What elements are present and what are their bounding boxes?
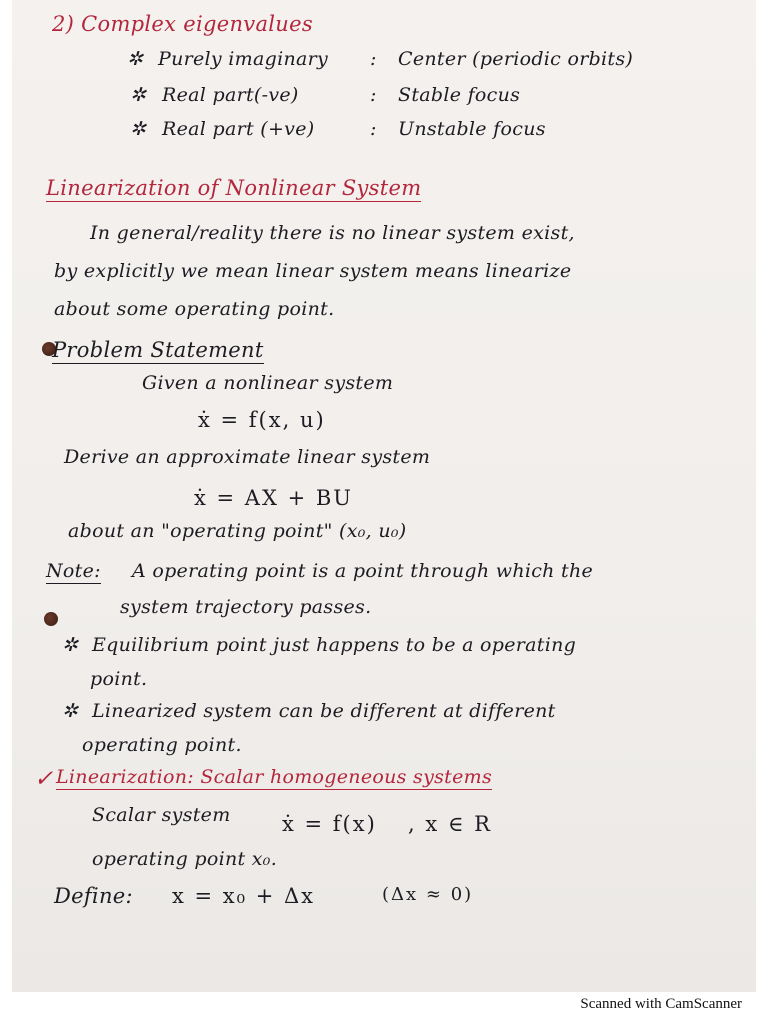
eigen-item-2-bullet: ✲ (130, 84, 147, 106)
eigen-item-1-sep: : (370, 48, 377, 70)
derive-line: Derive an approximate linear system (64, 446, 431, 468)
eigen-item-1-text: Purely imaginary (158, 48, 329, 70)
margin-hole-dot-2 (44, 612, 58, 626)
eigen-item-3-bullet: ✲ (130, 118, 147, 140)
scalar-linearization-heading: Linearization: Scalar homogeneous systems (56, 766, 493, 788)
scalar-system-domain: , x ∈ R (408, 812, 492, 836)
define-equation: x = x₀ + Δx (172, 884, 316, 908)
camscanner-watermark: Scanned with CamScanner (580, 996, 742, 1012)
note-item-2-line-1: Linearized system can be different at different (92, 700, 556, 722)
note-item-1-bullet: ✲ (62, 634, 79, 656)
note-item-1-line-2: point. (90, 668, 148, 690)
nonlinear-equation: ẋ = f(x, u) (198, 408, 326, 432)
note-line-1: A operating point is a point through which the (132, 560, 594, 582)
linearization-heading: Linearization of Nonlinear System (46, 176, 422, 200)
intro-line-3: about some operating point. (54, 298, 335, 320)
note-item-2-bullet: ✲ (62, 700, 79, 722)
define-label: Define: (54, 884, 133, 908)
eigen-item-2-sep: : (370, 84, 377, 106)
intro-line-1: In general/reality there is no linear system exist, (90, 222, 575, 244)
note-line-2: system trajectory passes. (120, 596, 372, 618)
eigen-item-3-text: Real part (+ve) (162, 118, 315, 140)
scalar-system-equation: ẋ = f(x) (282, 812, 377, 836)
note-item-1-line-1: Equilibrium point just happens to be a operating (92, 634, 577, 656)
operating-point-line: about an "operating point" (x₀, u₀) (68, 520, 407, 542)
eigen-item-3-sep: : (370, 118, 377, 140)
eigen-item-1-result: Center (periodic orbits) (398, 48, 634, 70)
note-label: Note: (46, 560, 101, 582)
scalar-system-label: Scalar system (92, 804, 231, 826)
check-mark-icon: ✓ (34, 766, 54, 792)
complex-eigenvalues-heading: 2) Complex eigenvalues (52, 12, 313, 36)
eigen-item-2-result: Stable focus (398, 84, 521, 106)
note-item-2-line-2: operating point. (82, 734, 242, 756)
define-condition: (Δx ≈ 0) (382, 884, 474, 905)
given-line: Given a nonlinear system (142, 372, 394, 394)
eigen-item-2-text: Real part(-ve) (162, 84, 299, 106)
eigen-item-3-result: Unstable focus (398, 118, 546, 140)
intro-line-2: by explicitly we mean linear system means linearize (54, 260, 572, 282)
problem-statement-label: Problem Statement (52, 338, 264, 362)
scanned-page (12, 0, 756, 992)
eigen-item-1-bullet: ✲ (127, 48, 144, 70)
operating-point-x0: operating point x₀. (92, 848, 278, 870)
footer-bar (0, 994, 768, 1024)
linear-equation: ẋ = AX + BU (194, 486, 353, 510)
